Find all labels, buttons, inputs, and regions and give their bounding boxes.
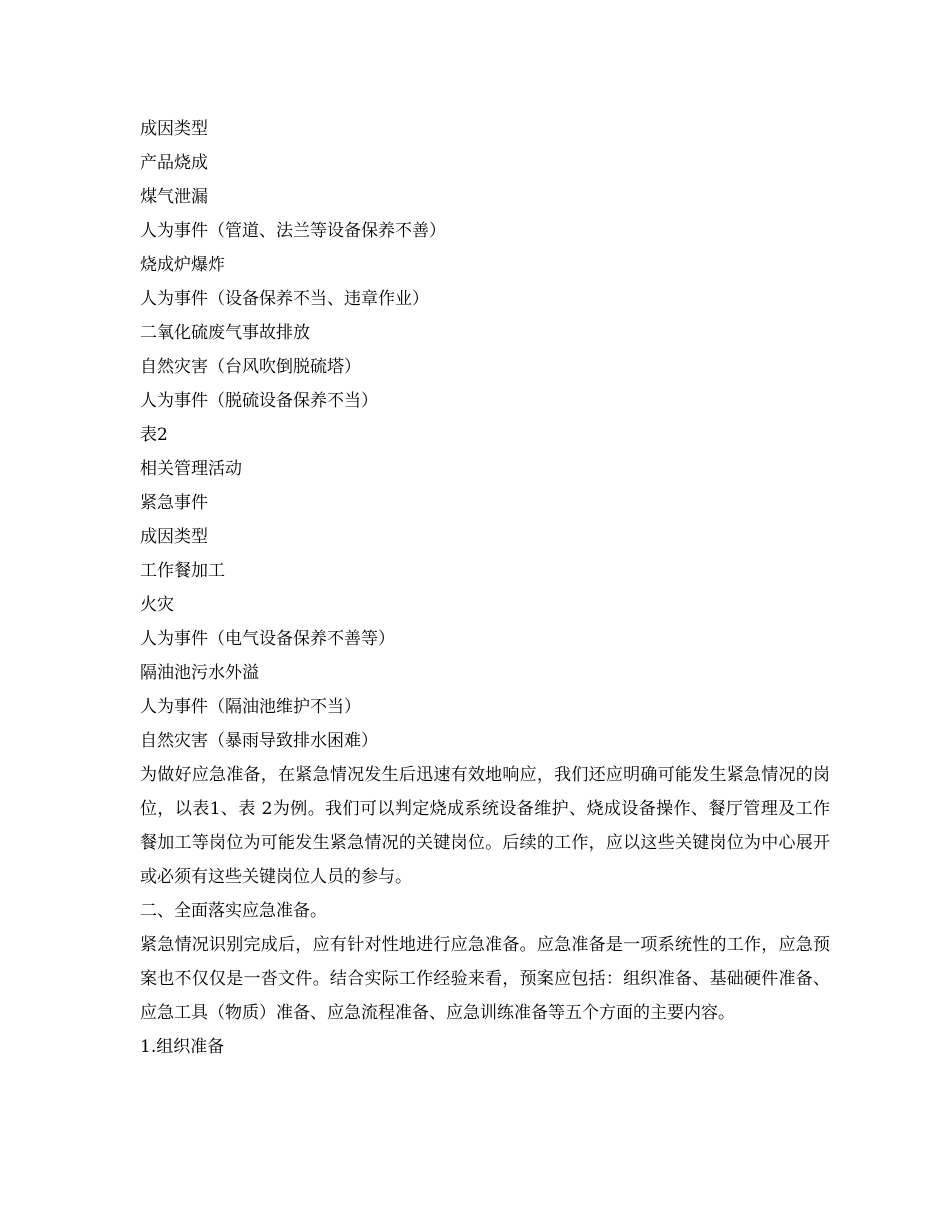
- text-line: 人为事件（脱硫设备保养不当）: [140, 391, 378, 411]
- body-paragraph: 为做好应急准备，在紧急情况发生后迅速有效地响应，我们还应明确可能发生紧急情况的岗位，以表1、表 2为例。我们可以判定烧成系统设备维护、烧成设备操作、餐厅管理及工作餐加工等岗位为可能发生紧急情况的关键岗位。后续的工作，应以这些关键岗位为中心展开或必须有这些关键岗位人员的参与。: [140, 765, 830, 887]
- table-caption: 表2: [140, 425, 168, 445]
- body-paragraph: 紧急情况识别完成后，应有针对性地进行应急准备。应急准备是一项系统性的工作，应急预案也不仅仅是一沓文件。结合实际工作经验来看，预案应包括：组织准备、基础硬件准备、应急工具（物质）准备、应急流程准备、应急训练准备等五个方面的主要内容。: [140, 935, 830, 1023]
- text-line: 人为事件（隔油池维护不当）: [140, 697, 361, 717]
- text-line: 人为事件（管道、法兰等设备保养不善）: [140, 221, 446, 241]
- text-line: 自然灾害（台风吹倒脱硫塔）: [140, 357, 361, 377]
- section-heading: 二、全面落实应急准备。: [140, 901, 327, 921]
- text-line: 自然灾害（暴雨导致排水困难）: [140, 731, 378, 751]
- subsection-heading: 1.组织准备: [140, 1037, 225, 1057]
- text-line: 隔油池污水外溢: [140, 663, 259, 683]
- text-line: 人为事件（电气设备保养不善等）: [140, 629, 395, 649]
- text-line: 工作餐加工: [140, 561, 225, 581]
- text-line: 成因类型: [140, 119, 208, 139]
- text-line: 相关管理活动: [140, 459, 242, 479]
- text-line: 产品烧成: [140, 153, 208, 173]
- text-line: 人为事件（设备保养不当、违章作业）: [140, 289, 429, 309]
- text-line: 紧急事件: [140, 493, 208, 513]
- document-page: [140, 112, 830, 1064]
- text-line: 煤气泄漏: [140, 187, 208, 207]
- text-line: 烧成炉爆炸: [140, 255, 225, 275]
- text-line: 二氧化硫废气事故排放: [140, 323, 310, 343]
- text-line: 成因类型: [140, 527, 208, 547]
- text-line: 火灾: [140, 595, 174, 615]
